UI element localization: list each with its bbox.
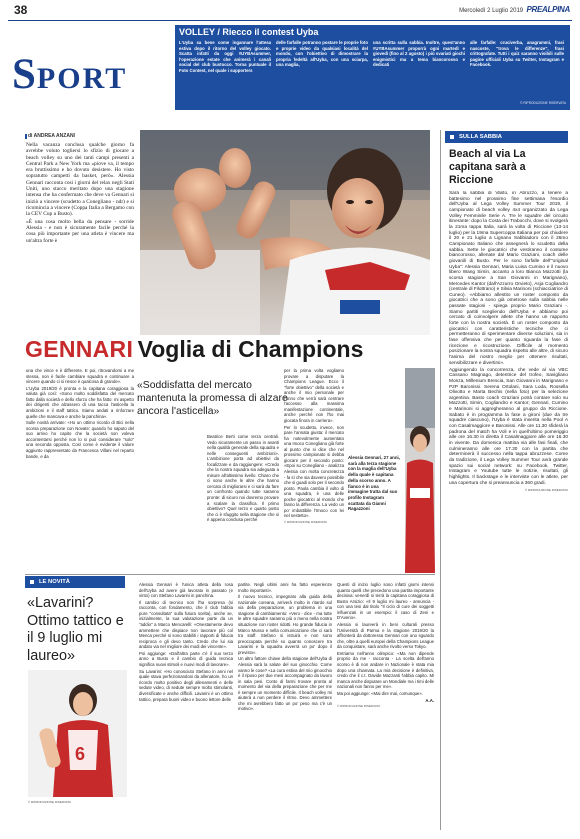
tag-square-icon	[30, 580, 34, 584]
le-novita-photo-credit: © RIPRODUZIONE RISERVATA	[28, 800, 72, 804]
novita-column-2	[238, 582, 332, 822]
headline	[25, 336, 363, 363]
body-column-3	[284, 368, 344, 573]
novita-paragraph: Ma poi aggiunge: «Mai dire mai, comunque».	[337, 690, 423, 696]
novita-paragraph: Il nuovo tecnico, impegnato alla guida della nazionale coreana, arriverà molto in ritardo sul via della preparazione, un problema in una stagione di cambiamento: «Vero - dice - ma tutte le altre squadre saranno più o meno nella nostra situazione con roster ridotti. Ho grande fiducia in Marco Musso e nella comunicazione che ci sarà tra staff. Stefano si istruirà e non sono preoccupata perché so quanto conoscere tra Lavarini e la squadra avverrà un po' dopo il previsto».	[238, 594, 332, 655]
novita-paragraph: Entriamo nell'anno olimpico: «Ma non dipende proprio da me - racconta - La scelta dell'anno scorso è di non andare in Nazionale è stata mia dopo una chiamata. La mia decisione è definitiva, credo che il c.t. Davide Mazzanti l'abbia capito. Mi manca anche disputare un Mondiale ma i timi delle nazionali non fanno per me».	[337, 650, 434, 690]
page-header	[0, 0, 580, 22]
novita-paragraph: Alessia si laureerà in beni culturali presso l'Università di Parma e la stagione 2019/20 la affronterà da dottoressa Gennari con uno sguardo che, oltre a quelli europei della Champions League da conquistare, sarà anche rivolto verso Tokyo.	[337, 622, 434, 650]
novita-paragraph: partite. Negli ultimi anni ha fatto esperienze molto importanti».	[238, 582, 332, 593]
sulla-sabbia-tag-label: SULLA SABBIA	[459, 134, 502, 140]
sabbia-paragraph: Aggiungendo la concorrenza, che vede al via VBC Cassano Magnago, detentrice del trofeo, Savigliano Monza, Millenium Brescia, San Giovanni in Marignano e P2P Baronissi. Serena Ortolani, Sara Loda, Rossella Olivotto e Marta Bechis (nella foto) per la selezione argentina. Basto coach Graziani potrà contare solo su Mazzotti, Simin, Cogliandro e Kantor; Gennari, Cumino e Marinoni si aggregheranno al gruppo da Riccione. Sabato è in programma la fase a gironi (due da tre squadre ciascuno), l'Uyba è stata inserita nella Pool A con Casalmaggiore e Baronissi. Alle ore 11.30 sfiderà la padrona del match ha Voli e in quell'ultimo pomeriggio alle ore 16.30 in diretta il Casalmaggiore alle ore 16.30 in vivente. Da domenica mattina via alle fasi finali, che culmineranno alle ore 17.30 con la partita che determinerà il successo nella tappa abruzzese. Come da tradizione, il Lega Volley Summer Tour avrà grande spazio sui social network: su Facebook, Twitter, Instagram e Youtube tutte le notizie, risultati, gli highlights. Il backstage e le interviste con le atlete, per una copertura che si preannuncia a 360 gradi.	[449, 367, 568, 486]
le-novita-tag	[25, 576, 125, 588]
body-paragraph: Beatrice Berti come terza centrali. Vedo sicuramente un passo in avanti nella qualità generale della squadra e nelle conseguenti ambizioni». L'ambizione porta ad obiettivi da focalizzare e da raggiungere: «Credo che la nostra squadra sia adeguata a misure all'altissimo livello. Chiaro che ci sono anche le altre che hanno cercato di migliorarsi e ci sarà da fare un confronto quando tutte saranno pronte: di sicuro noi dovremo provare a scalare la classifica. Il primo obiettivo? Quel terzo e quarto posto che ci è sfuggito nella stagione che si è appena conclusa perché	[207, 434, 279, 523]
body-paragraph: L'Uyba 2019/20 è pronta e la capitana coraggiosa la valuta già così: «Sono molto soddisfatta del mercato fatto dalla società e dello sforzo che ha fatto: mi aspetto dei dirigenti che alzassero di una tacca l'asticella la ambizioni e il staff tattico. Siamo andati a rinforzare quelle che mancava e anche la panchina».	[26, 385, 134, 419]
volley-box-col-2: delle farfalle potranno postare le proprie foto e proprie video da qualsiasi località del mondo, con l'obiettivo di dimostrare la propria fedeltà all'Uyba, con una sciarpa, una maglia,	[276, 40, 368, 68]
header-date: Mercoledì 2 Luglio 2019	[459, 8, 524, 14]
lead-paragraph: Nella vacanza conclusa qualche giorno fa avrebbe voluto togliersi lo sfizio di giocare a beach volley su uno dei tanti campi presenti a Central Park a New York ma «piove va, il tempo era bruttissimo e ho dovuto desistere. Ho visto sopratutto campetti da basket, però». Alessia Gennari racconta così i giorni del relax negli Stati Uniti, uno stacco meritato dopo una stagione intensa che ha confermato che deve va Gennari si iniziò a vincere (scudetto a Conegliano - ndr) e si ricomincia a vincere (Coppa Italia a Bergamo con la CEV Cup a Busto).	[26, 142, 134, 218]
volley-box-col-1: L'Uyba sa bene come ingannare l'attesa estiva dopo il ritorno del volley giocato. Scatta infatti da oggi #UYBAsummer, l'operazione estate che animerà i canali social del club bustocco. Torna puntuale il Foto Contest, nel quale i supporters	[179, 40, 271, 73]
svg-text:6: 6	[75, 744, 86, 764]
header-rule	[8, 20, 572, 21]
novita-paragraph: Un altro fattore chiave della stagione dell'Uyba di Alessia sarà la salute del suo ginocchio. Come vanno le cose? «La cura estiva del mio ginocchio è il riposo per due mesi accompagnato da lavoro in sala pesi. Conto di farmi trovare pronta al momento del via della preparazione che per me è sempre un momento difficile. Il beach volley mi aiuterà a non perdere il ritmo. Devo ammettere che mi avrebbero fatto un po' peso ma c'è un motivo».	[238, 656, 332, 712]
header-date-brand	[459, 5, 570, 14]
sulla-sabbia-body	[449, 191, 568, 806]
pull-quote: «Soddisfatta del mercato mantenuta la promessa di alzare ancora l'asticella»	[137, 380, 288, 417]
second-photo	[405, 368, 435, 573]
main-photo	[140, 130, 430, 335]
novita-column-1	[139, 582, 233, 822]
brand-logo: PREALPINA	[526, 5, 570, 14]
byline-marker	[25, 134, 27, 139]
body-column-1	[26, 368, 134, 573]
sulla-sabbia-title: Beach al via La capitana sarà a Riccione	[449, 148, 526, 186]
section-rule	[25, 574, 435, 575]
body-credit: © RIPRODUZIONE RISERVATA	[284, 520, 328, 525]
novita-paragraph: Questi di inizio luglio sono infatti giorni intensi quanto quelli che precedono una partita importante decisiva: venerdì si terrà la capitana coraggiosa di Busto Arsizio: «Il 9 luglio mi laureo - annuncia - con una tesi dal titolo "Il ciclo di cure dei soggetti influenzati in un esempio: il caso di Zeni e D'Averio».	[337, 582, 434, 621]
sabbia-credit: © RIPRODUZIONE RISERVATA	[524, 487, 568, 492]
lead-paragraph: «È una cosa molto bella da pensare - sorride Alessia - e non è sicuramente facile perché la cosa più importante per una atleta è vincere ma un'altra forte è	[26, 218, 134, 244]
headline-title: Voglia di Champions	[137, 336, 364, 362]
le-novita-tag-label: LE NOVITÀ	[39, 579, 70, 585]
sabbia-paragraph: Sarà la sabbia di Vasto, in Abruzzo, a tenere a battesimo nel prossimo fine settimana l'esordio dell'Uyba al Lega Volley Summer Tour 2019, il campionato di beach volley 4x4 organizzato da Lega Volley Femminile Serie A. Tre le squadre del circuito itinerante: dopo la Costa dei Trabocchi, dove si svolgerà la 21ma tappa Italia, sarà la volta di Riccione (13-14 luglio) per la 19ma Supercoppa Italiana per poi chiudere il 20 e 21 luglio a Lignano Sabbiadoro con il 26mo Campionato Italiano che assegnerà lo scudetto della sabbia. Sette le giocatrici che vestiranno il costume biancorosso, allenate dal Mario Graziani, coach delle giovanili di Busto. Per le sono farfalle dell'"original Uyba": Alessia Gennari, Maria Luisa Cumino e il nuovo libero Wang Simin, accanto a loro Bianca Mazzotti (la scorsa stagione a San Giovanni in Marignano), Mercedes Kantor (dall'Azzurro Orvieto), Asja Cogliandro (centrale di Filottrano) e Silvia Marinoni (schiacciatrice di Cuneo). «Abbiamo allestito un roster composto da giocatrici che a sono già ometrose sulla sabbia nelle passate stagioni - spiega proprio Mario Graziani -. Siamo partiti scegliendo dell'Uyba e abbiamo poi cercato di coinvolgere atlete che hanno un rapporto forte con la nostra società. È un roster composto da giocatrici con caratteristiche tecniche che ci permetteranno di sperimentare diverse soluzioni, sia in fase offensiva che per quanto riguarda la fase di ricezione e ricostruzione. Difficile al momento posizionare la nostra squadra rispetto alle altre, di sicuro l'anima del nostro meglio per ottenere risultati, sensibilizzare e divertirsi».	[449, 191, 568, 366]
volley-box-col-4: alle farfalle: cruciverba, anagrammi, frasi nascoste, "trova le differenze", frasi crittografate. Tutti i quiz saranno visibili sulle pagine ufficiali Uyba su Twitter, Instagram e Facebook.	[470, 40, 564, 68]
novita-signature: A.A.	[425, 697, 434, 703]
photo-caption: Alessia Gennari, 27 anni, sarà alla terza stagione con la maglia dell'Uyba della quale è capitana della scorso anno. A fianco è in una immagine tratta dal suo profilo Instagram scattata da Gianni Ragazzoni	[348, 455, 400, 512]
novita-column-3	[337, 582, 434, 822]
body-column-2	[207, 434, 279, 572]
le-novita-title: «Lavarini? Ottimo tattico e il 9 luglio mi laureo»	[27, 595, 124, 664]
section-title-initial: S	[12, 51, 37, 98]
volley-box-title: VOLLEY / Riecco il contest Uyba	[179, 27, 319, 37]
le-novita-photo	[28, 670, 127, 797]
novita-paragraph: Su Lavarini: «Ho conosciuto Stefano in anni nel quale stava perfezionandosi da allenatore, ho un ricordo molto positivo degli allenamenti e delle sedute video, di sedute sempre molto stimolanti, diversificate e anche difficili. Lavarini è un ottimo tattico, prepara buoni video e buono lettore delle	[139, 668, 233, 702]
body-paragraph: Per lo scudetto, invece, non pare l'annata giusta: il mercato ha notevolmente aumentato una Imoco Conegliano già forte al punto che si dice che nel prossimo campionato si debba giocare per il secondo posto: «Epoi su Conegliano - analizza Alessia con molta concretezza - fa sì che sia davvero possibile che si guadi solo per il secondo posto. Paola cambia il volto di una squadra, è una delle poche giocatrici al mondo che fanno la differenza. La vedo un po' imbattibile l'Imoco con lei nel sestetto».	[284, 424, 344, 519]
novita-paragraph: Il cambio di tecnico non l'ha sorpresa (si racconta, con fondamento, che il club l'abbia pure "consultata" sulla futura scelta), anche se, inizialmente, la sua valutazione parte da un "addio" a Marco Mencarelli: «Onestamente devo ammettere che dispiace non lavorare più col Menca perché si sono stabiliti i rapporti di fiducia reciproca e gli devo tanto. Credo che lui sia andato via nel migliore dei modi dei vincente».	[139, 599, 233, 650]
novita-paragraph: Alessia Gennari è l'unica atleta della rosa dell'Uyba ad avere già lavorato in passato (e vinto) con Stefano Lavarini in panchina.	[139, 582, 233, 599]
byline: di ANDREA ANZANI	[28, 133, 75, 139]
volley-box-col-3: una scritta sulla sabbia. Inoltre, quest'anno #UYBAsummer proporrà ogni martedì e giovedì (fino al 2 agosto) i più svariati giochi enigmistici ma a tema biancorosso e dedicati	[373, 40, 465, 68]
page-number: 38	[14, 3, 28, 17]
body-paragraph: per la prima volta vogliamo provare a disputare la Champions League. Ecco il "forte obiettivo" della società e anche il mio personale per l'anno che verrà sarà centrare l'accesso alla massima manifestazione continentale, anche perché non l'ho mai giocata finora in carriera».	[284, 368, 344, 423]
body-paragraph: Sulle novità arrivate: «Ho un ottimo ricordo di Bici nella scorsa preparazione con Novate: quando ho saputo del suo arrivo ho capito che la società non voleva accontentarsi perché non lo si può considerare "solo" una seconda opposta. Così come è evidente il valore aggiunto rappresentato da Francesca Villani nel reparto bande, e da	[26, 420, 134, 459]
player-celebrating-image	[140, 130, 430, 335]
section-title-rest: PORT	[36, 62, 128, 95]
volley-box-credit: © RIPRODUZIONE RISERVATA	[520, 101, 566, 105]
player-action-image	[28, 670, 127, 797]
novita-paragraph: Poi aggiunge: «Dall'altra parte c'è il suo terzo anno a Busto e il cambio di guida tecnica significa nuovi stimoli e nuovi modi di lavorare».	[139, 650, 233, 668]
headline-name: GENNARI	[25, 336, 134, 362]
novita-credit: © RIPRODUZIONE RISERVATA	[337, 704, 381, 709]
tag-square-icon	[450, 135, 454, 139]
section-title	[12, 50, 127, 99]
player-portrait-image	[405, 368, 435, 573]
sulla-sabbia-tag	[445, 131, 568, 143]
lead-column	[26, 142, 134, 332]
body-paragraph: una che vince e è differente. E poi, ritrovandomi a me stessa, non è facile cambiare squadra e continuare a vincere quando ci si riesce è qualcosa di grande».	[26, 368, 134, 385]
column-divider	[440, 130, 441, 830]
